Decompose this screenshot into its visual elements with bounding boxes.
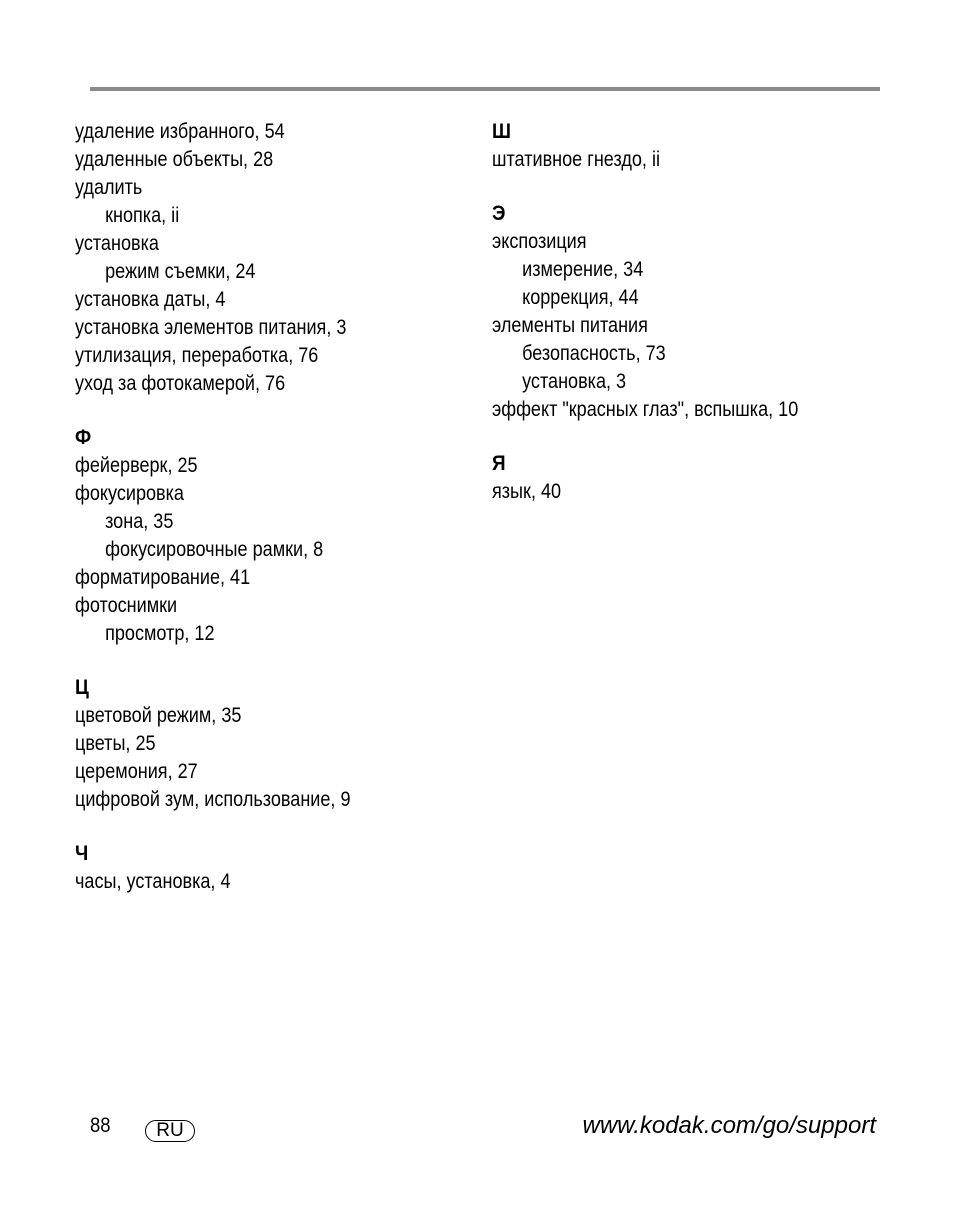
index-letter-heading: Я (492, 452, 506, 475)
header-rule (90, 87, 880, 91)
index-entry: экспозиция (492, 230, 587, 253)
index-entry: цветовой режим, 35 (75, 704, 242, 727)
language-badge: RU (145, 1120, 195, 1142)
index-letter-heading: Э (492, 202, 506, 225)
index-entry: фокусировка (75, 482, 184, 505)
index-entry: цветы, 25 (75, 732, 156, 755)
index-subentry: зона, 35 (105, 510, 174, 533)
index-subentry: фокусировочные рамки, 8 (105, 538, 324, 561)
index-entry: утилизация, переработка, 76 (75, 344, 319, 367)
index-entry: установка даты, 4 (75, 288, 226, 311)
index-entry: часы, установка, 4 (75, 870, 231, 893)
index-entry: удаление избранного, 54 (75, 120, 285, 143)
index-entry: элементы питания (492, 314, 648, 337)
support-url: www.kodak.com/go/support (582, 1112, 876, 1139)
index-entry: удалить (75, 176, 143, 199)
index-entry: установка элементов питания, 3 (75, 316, 347, 339)
index-letter-heading: Ш (492, 120, 511, 143)
index-entry: церемония, 27 (75, 760, 198, 783)
index-column-right (492, 118, 892, 506)
index-subentry: измерение, 34 (522, 258, 644, 281)
index-subentry: коррекция, 44 (522, 286, 639, 309)
index-entry: язык, 40 (492, 480, 562, 503)
index-entry: штативное гнездо, ii (492, 148, 660, 171)
index-entry: форматирование, 41 (75, 566, 251, 589)
index-subentry: просмотр, 12 (105, 622, 215, 645)
index-letter-heading: Ч (75, 842, 89, 865)
index-entry: цифровой зум, использование, 9 (75, 788, 351, 811)
index-entry: эффект "красных глаз", вспышка, 10 (492, 398, 799, 421)
index-column-left (75, 118, 475, 896)
index-entry: уход за фотокамерой, 76 (75, 372, 286, 395)
page-number: 88 (90, 1114, 111, 1137)
index-letter-heading: Ф (75, 426, 92, 449)
index-entry: установка (75, 232, 159, 255)
index-letter-heading: Ц (75, 676, 89, 699)
index-subentry: кнопка, ii (105, 204, 180, 227)
index-subentry: режим съемки, 24 (105, 260, 256, 283)
index-entry: удаленные объекты, 28 (75, 148, 274, 171)
index-entry: фотоснимки (75, 594, 178, 617)
index-subentry: установка, 3 (522, 370, 627, 393)
index-entry: фейерверк, 25 (75, 454, 198, 477)
index-subentry: безопасность, 73 (522, 342, 666, 365)
